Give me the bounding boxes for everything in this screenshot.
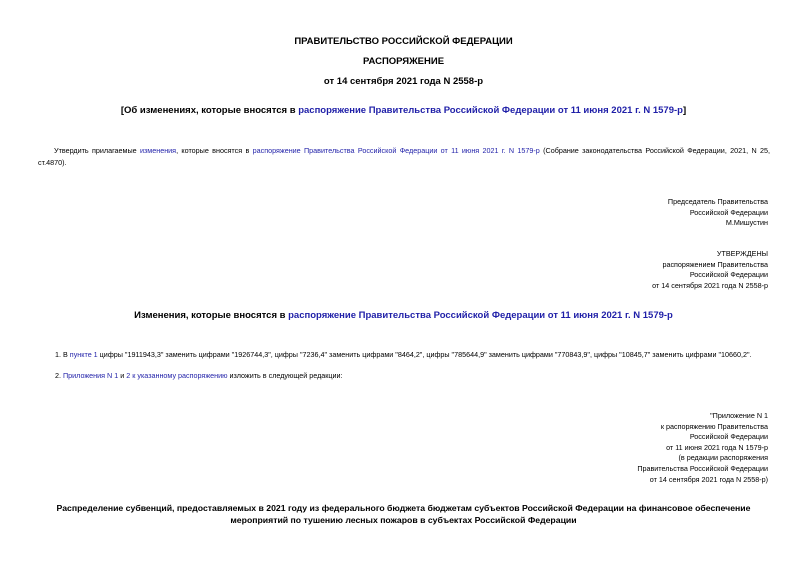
signature-position: Председатель Правительства	[667, 197, 768, 206]
approved-by: распоряжением Правительства	[662, 259, 768, 269]
list-item-1	[55, 349, 785, 361]
document-title	[0, 105, 807, 116]
appendix-line: Правительства Российской Федерации	[637, 463, 768, 473]
distribution-title	[0, 503, 807, 526]
changes-link[interactable]: изменения	[139, 146, 177, 155]
paragraph-line-1	[38, 145, 770, 157]
changes-title	[0, 310, 807, 321]
signature-name: М.Мишустин	[725, 218, 768, 228]
approved-heading: УТВЕРЖДЕНЫ	[716, 249, 768, 258]
item-text: цифры "1911943,3" заменить цифрами "1926744,3", цифры "7236,4" заменить цифрами "8464,2", цифры "785644,9" заменить цифрами "770843,9", цифры "10845,7" заменить цифрами "10660,2".	[97, 350, 752, 359]
main-paragraph	[38, 145, 770, 169]
approved-country: Российской Федерации	[689, 270, 768, 280]
list-item-2	[55, 370, 785, 382]
changes-title-text: Изменения, которые вносятся в	[134, 310, 289, 321]
appendix-line: Российской Федерации	[689, 432, 768, 442]
title-open: [Об изменениях, которые вносятся в	[120, 105, 299, 116]
appendix-2-link[interactable]: 2 к указанному распоряжению	[126, 371, 228, 380]
paragraph-text: Утвердить прилагаемые	[54, 146, 140, 155]
item-number: 2.	[55, 371, 63, 380]
distribution-title-line-2: мероприятий по тушению лесных пожаров в субъектах Российской Федерации	[230, 514, 577, 525]
paragraph-line-2: ст.4870).	[38, 158, 67, 167]
document-type: РАСПОРЯЖЕНИЕ	[362, 56, 445, 67]
point-1-link[interactable]: пункте 1	[69, 350, 98, 359]
item-text: и	[118, 371, 127, 380]
title-link[interactable]: распоряжение Правительства Российской Федерации от 11 июня 2021 г. N 1579-р	[298, 105, 683, 116]
changes-title-link[interactable]: распоряжение Правительства Российской Федерации от 11 июня 2021 г. N 1579-р	[288, 310, 673, 321]
appendix-block	[637, 411, 768, 485]
paragraph-text: , которые вносятся в	[176, 146, 253, 155]
appendix-1-link[interactable]: Приложения N 1	[63, 371, 119, 380]
approved-date: от 14 сентября 2021 года N 2558-р	[652, 280, 768, 290]
appendix-line: от 14 сентября 2021 года N 2558-р)	[649, 474, 768, 484]
order-link[interactable]: распоряжение Правительства Российской Федерации от 11 июня 2021 г. N 1579-р	[252, 146, 540, 155]
appendix-line: от 11 июня 2021 года N 1579-р	[666, 442, 768, 452]
item-number: 1. В	[55, 350, 70, 359]
approved-block	[652, 249, 768, 291]
distribution-title-line-1: Распределение субвенций, предоставляемых в 2021 году из федерального бюджета бюджетам субъектов Российской Федерации на финансовое обеспечение	[56, 503, 751, 513]
paragraph-text: (Собрание законодательства Российской Федерации, 2021, N 25,	[539, 146, 770, 155]
appendix-line: (в редакции распоряжения	[678, 453, 768, 463]
signature-block	[668, 197, 768, 229]
organization-heading: ПРАВИТЕЛЬСТВО РОССИЙСКОЙ ФЕДЕРАЦИИ	[294, 36, 513, 47]
signature-country: Российской Федерации	[689, 207, 768, 217]
document-date-number: от 14 сентября 2021 года N 2558-р	[323, 76, 484, 87]
appendix-heading: "Приложение N 1	[710, 411, 768, 420]
appendix-line: к распоряжению Правительства	[660, 421, 768, 431]
item-text: изложить в следующей редакции:	[227, 371, 343, 380]
title-close: ]	[682, 105, 687, 116]
